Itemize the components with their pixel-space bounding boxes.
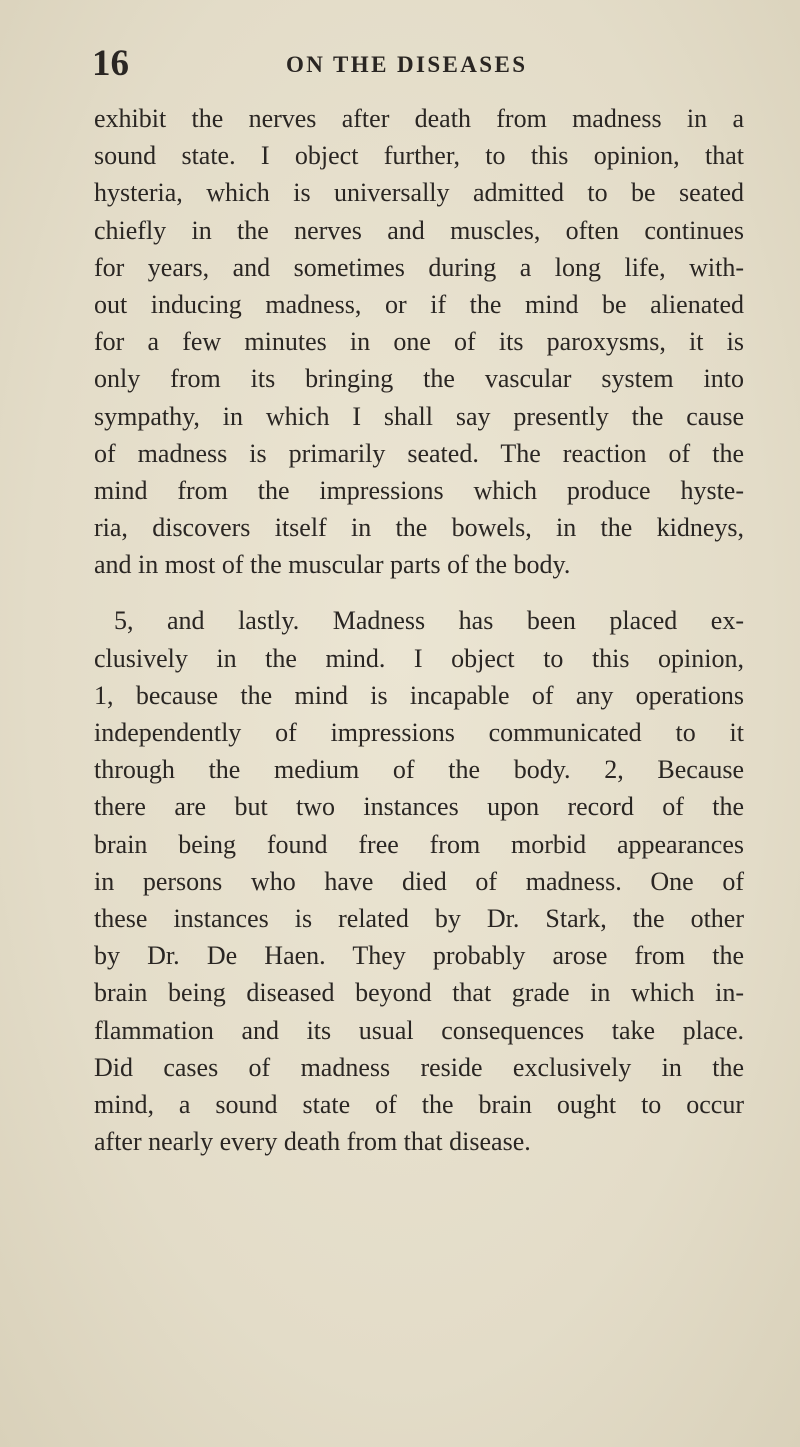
text-line: for a few minutes in one of its paroxysms, it is bbox=[94, 327, 744, 357]
text-line: 5, and lastly. Madness has been placed ex- bbox=[114, 606, 744, 636]
text-line: these instances is related by Dr. Stark, the other bbox=[94, 903, 744, 933]
body-text bbox=[94, 100, 744, 1160]
text-line: out inducing madness, or if the mind be alienated bbox=[94, 289, 744, 319]
text-line: mind, a sound state of the brain ought to occur bbox=[94, 1089, 744, 1119]
running-head bbox=[0, 44, 800, 84]
text-line: for years, and sometimes during a long life, with- bbox=[94, 252, 744, 282]
text-line: in persons who have died of madness. One of bbox=[94, 866, 744, 896]
text-line: mind from the impressions which produce hyste- bbox=[94, 475, 744, 505]
text-line: independently of impressions communicated to it bbox=[94, 718, 744, 747]
paragraph-1 bbox=[94, 100, 744, 583]
text-line: brain being found free from morbid appearances bbox=[94, 829, 744, 859]
text-line: Did cases of madness reside exclusively in the bbox=[94, 1052, 744, 1082]
running-head-title: ON THE DISEASES bbox=[286, 52, 528, 77]
text-line: by Dr. De Haen. They probably arose from the bbox=[94, 941, 744, 971]
text-line: 1, because the mind is incapable of any operations bbox=[94, 680, 744, 710]
text-line: only from its bringing the vascular system into bbox=[94, 364, 744, 394]
text-line: chiefly in the nerves and muscles, often continues bbox=[94, 215, 744, 245]
paragraph-2 bbox=[94, 602, 744, 1160]
text-line: flammation and its usual consequences take place. bbox=[94, 1015, 744, 1045]
text-line: brain being diseased beyond that grade in which in- bbox=[94, 978, 744, 1008]
text-line: sympathy, in which I shall say presently the cause bbox=[94, 401, 744, 431]
text-line: clusively in the mind. I object to this opinion, bbox=[94, 643, 744, 673]
text-line: through the medium of the body. 2, Because bbox=[94, 755, 744, 785]
text-line: after nearly every death from that disease. bbox=[94, 1127, 531, 1157]
text-line: of madness is primarily seated. The reaction of the bbox=[94, 438, 744, 468]
text-line: there are but two instances upon record of the bbox=[94, 792, 744, 822]
text-line: hysteria, which is universally admitted to be seated bbox=[94, 178, 744, 208]
page-number: 16 bbox=[92, 43, 129, 84]
text-line: sound state. I object further, to this opinion, that bbox=[94, 141, 744, 171]
text-line: exhibit the nerves after death from madness in a bbox=[94, 104, 744, 133]
text-line: and in most of the muscular parts of the body. bbox=[94, 550, 571, 580]
text-line: ria, discovers itself in the bowels, in the kidneys, bbox=[94, 513, 744, 543]
